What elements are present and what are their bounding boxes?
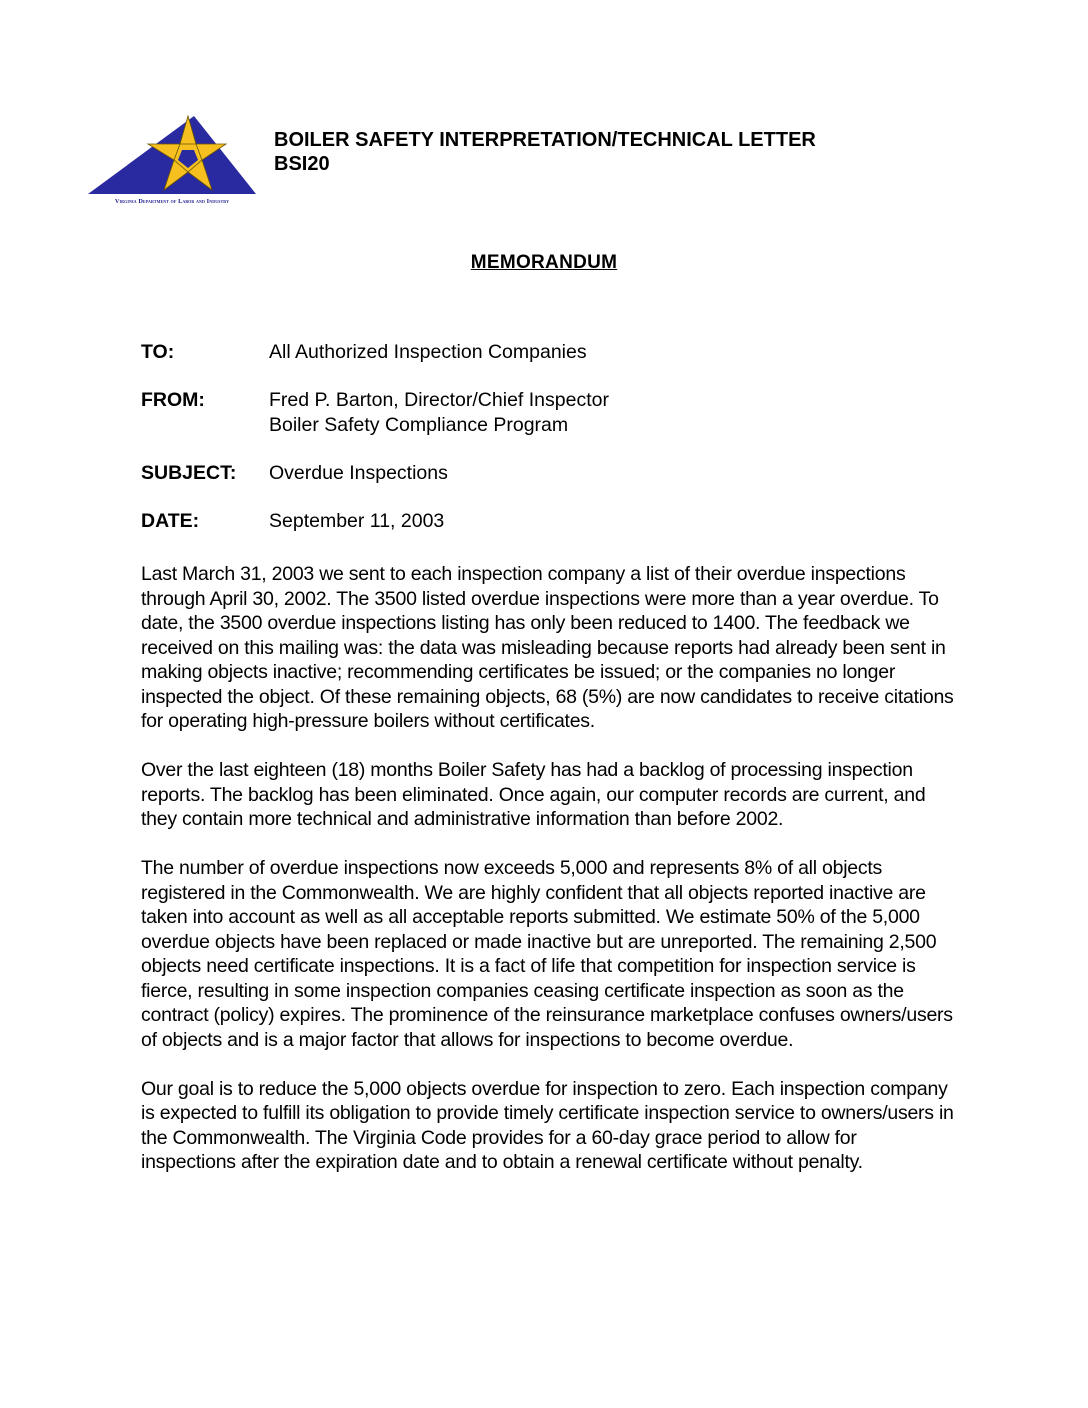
from-name: Fred P. Barton, Director/Chief Inspector — [269, 389, 609, 411]
memo-fields — [141, 340, 609, 557]
paragraph: Last March 31, 2003 we sent to each inspection company a list of their overdue inspections through April 30, 2002. The 3500 listed overdue inspections were more than a year overdue. To date, the 3500 overdue inspections listing has only been reduced to 1400. The feedback we received on this mailing was: the data was misleading because reports had already been sent in making objects inactive; recommending certificates be issued; or the companies no longer inspected the object. Of these remaining objects, 68 (5%) are now candidates to receive citations for operating high-pressure boilers without certificates. — [141, 563, 954, 732]
subject-value: Overdue Inspections — [269, 462, 448, 484]
date-field — [141, 509, 609, 534]
letter-header — [274, 128, 816, 176]
memo-title: MEMORANDUM — [470, 252, 618, 273]
date-label: DATE: — [141, 510, 200, 532]
agency-logo — [86, 114, 258, 212]
date-value: September 11, 2003 — [269, 510, 445, 532]
letter-code: BSI20 — [274, 153, 330, 175]
subject-field — [141, 461, 609, 486]
from-label: FROM: — [141, 389, 205, 411]
memo-body — [141, 562, 956, 1199]
letter-title: BOILER SAFETY INTERPRETATION/TECHNICAL LETTER — [274, 129, 816, 151]
to-field — [141, 340, 609, 365]
star-triangle-logo-icon — [86, 114, 258, 198]
paragraph: Our goal is to reduce the 5,000 objects overdue for inspection to zero. Each inspection company is expected to fulfill its obligation to provide timely certificate inspection service to owners/users in the Commonwealth. The Virginia Code provides for a 60-day grace period to allow for inspections after the expiration date and to obtain a renewal certificate without penalty. — [141, 1077, 954, 1173]
paragraph: Over the last eighteen (18) months Boiler Safety has had a backlog of processing inspection reports. The backlog has been eliminated. Once again, our computer records are current, and they contain more technical and administrative information than before 2002. — [141, 759, 926, 830]
from-program: Boiler Safety Compliance Program — [269, 414, 569, 436]
to-label: TO: — [141, 341, 175, 363]
paragraph: The number of overdue inspections now exceeds 5,000 and represents 8% of all objects registered in the Commonwealth. We are highly confident that all objects reported inactive are taken into account as well as all acceptable reports submitted. We estimate 50% of the 5,000 overdue objects have been replaced or made inactive but are unreported. The remaining 2,500 objects need certificate inspections. It is a fact of life that competition for inspection service is fierce, resulting in some inspection companies ceasing certificate inspection as soon as the contract (policy) expires. The prominence of the reinsurance marketplace confuses owners/users of objects and is a major factor that allows for inspections to become overdue. — [141, 857, 953, 1051]
logo-caption: Virginia Department of Labor and Industry — [114, 198, 230, 205]
from-field — [141, 388, 609, 438]
from-value — [269, 388, 609, 438]
to-value: All Authorized Inspection Companies — [269, 341, 587, 363]
subject-label: SUBJECT: — [141, 462, 237, 484]
